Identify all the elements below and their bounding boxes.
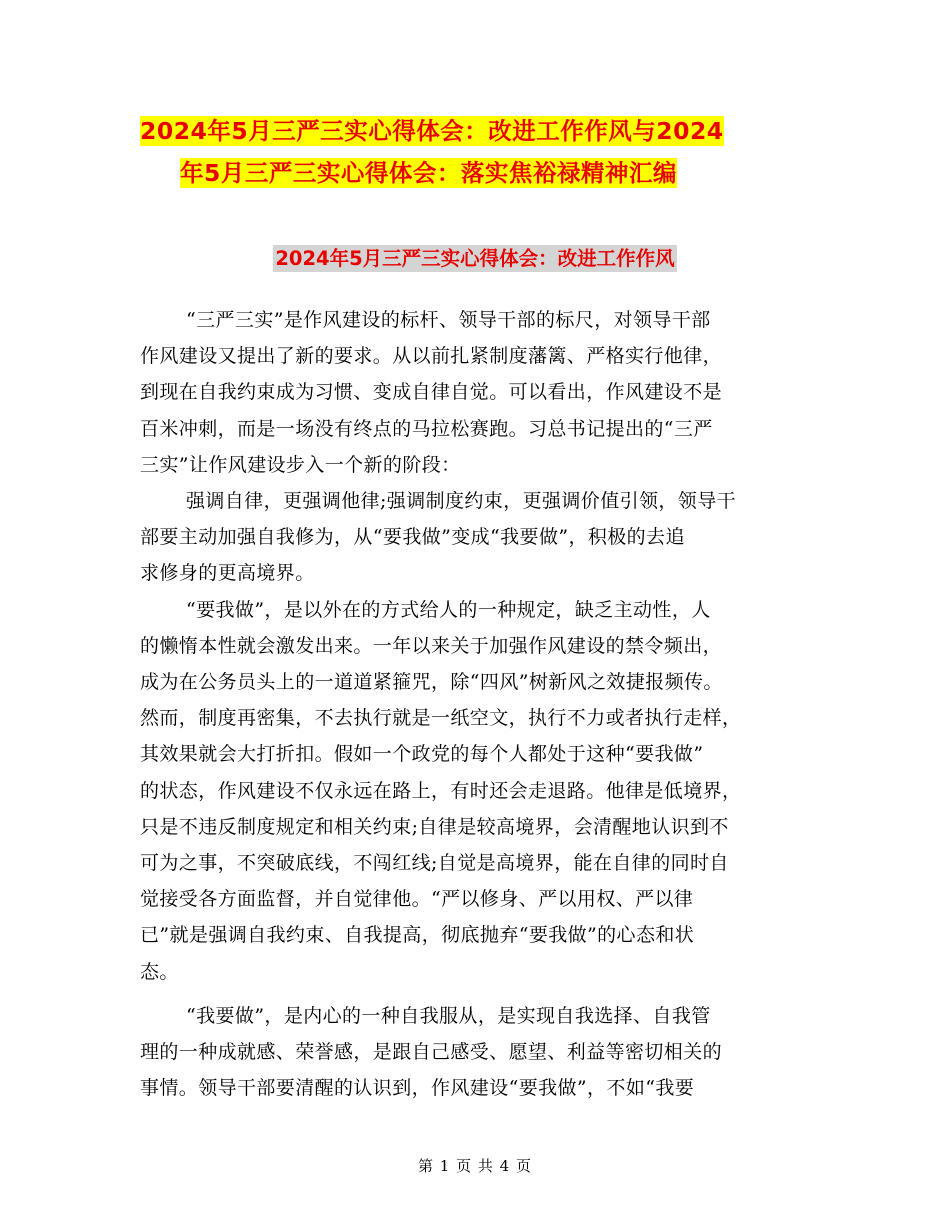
- text-line: 只是不违反制度规定和相关约束;自律是较高境界，会清醒地认识到不: [140, 815, 729, 838]
- text-line: 可为之事，不突破底线，不闯红线;自觉是高境界，能在自律的同时自: [140, 852, 729, 875]
- text-line: 三实”让作风建设步入一个新的阶段：: [140, 453, 461, 476]
- text-line: 部要主动加强自我修为，从“要我做”变成“我要做”，积极的去追: [140, 526, 685, 549]
- text-line: 求修身的更高境界。: [140, 562, 315, 585]
- section-title-text: 2024年5月三严三实心得体会：改进工作作风: [275, 247, 675, 270]
- page-footer: 第 1 页 共 4 页: [418, 1157, 532, 1175]
- text-line: 事情。领导干部要清醒的认识到，作风建设“要我做”，不如“我要: [140, 1077, 695, 1100]
- title-line-2: 年5月三严三实心得体会：落实焦裕禄精神汇编: [180, 159, 677, 187]
- text-line: 态。: [140, 960, 179, 983]
- paragraph: [140, 592, 820, 990]
- text-line: 其效果就会大打折扣。假如一个政党的每个人都处于这种“要我做”: [140, 743, 704, 766]
- text-line: 到现在自我约束成为习惯、变成自律自觉。可以看出，作风建设不是: [140, 381, 723, 404]
- paragraph-gap: [140, 990, 820, 998]
- text-line: 理的一种成就感、荣誉感，是跟自己感受、愿望、利益等密切相关的: [140, 1041, 723, 1064]
- paragraph: [140, 302, 820, 483]
- text-line: 的状态，作风建设不仅永远在路上，有时还会走退路。他律是低境界，: [140, 779, 742, 802]
- text-line: “三严三实”是作风建设的标杆、领导干部的标尺，对领导干部: [186, 309, 711, 331]
- text-line: 作风建设又提出了新的要求。从以前扎紧制度藩篱、严格实行他律，: [140, 345, 723, 368]
- body-text: [140, 302, 820, 1106]
- text-line: “要我做”，是以外在的方式给人的一种规定，缺乏主动性，人: [186, 598, 711, 621]
- text-line: 成为在公务员头上的一道道紧箍咒，除“四风”树新风之效捷报频传。: [140, 671, 723, 694]
- document-title: [140, 110, 820, 194]
- text-line: “我要做”，是内心的一种自我服从，是实现自我选择、自我管: [186, 1004, 711, 1027]
- text-line: 已”就是强调自我约束、自我提高，彻底抛弃“要我做”的心态和状: [140, 924, 695, 947]
- paragraph: [140, 483, 820, 592]
- section-title: [0, 244, 950, 274]
- text-line: 百米冲刺，而是一场没有终点的马拉松赛跑。习总书记提出的“三严: [140, 417, 713, 440]
- text-line: 的懒惰本性就会激发出来。一年以来关于加强作风建设的禁令频出，: [140, 634, 723, 657]
- text-line: 觉接受各方面监督，并自觉律他。“严以修身、严以用权、严以律: [140, 888, 694, 911]
- title-line-1: 2024年5月三严三实心得体会：改进工作作风与2024: [140, 117, 724, 145]
- text-line: 强调自律，更强调他律;强调制度约束，更强调价值引领，领导干: [186, 490, 737, 513]
- text-line: 然而，制度再密集，不去执行就是一纸空文，执行不力或者执行走样，: [140, 707, 742, 730]
- paragraph: [140, 998, 820, 1107]
